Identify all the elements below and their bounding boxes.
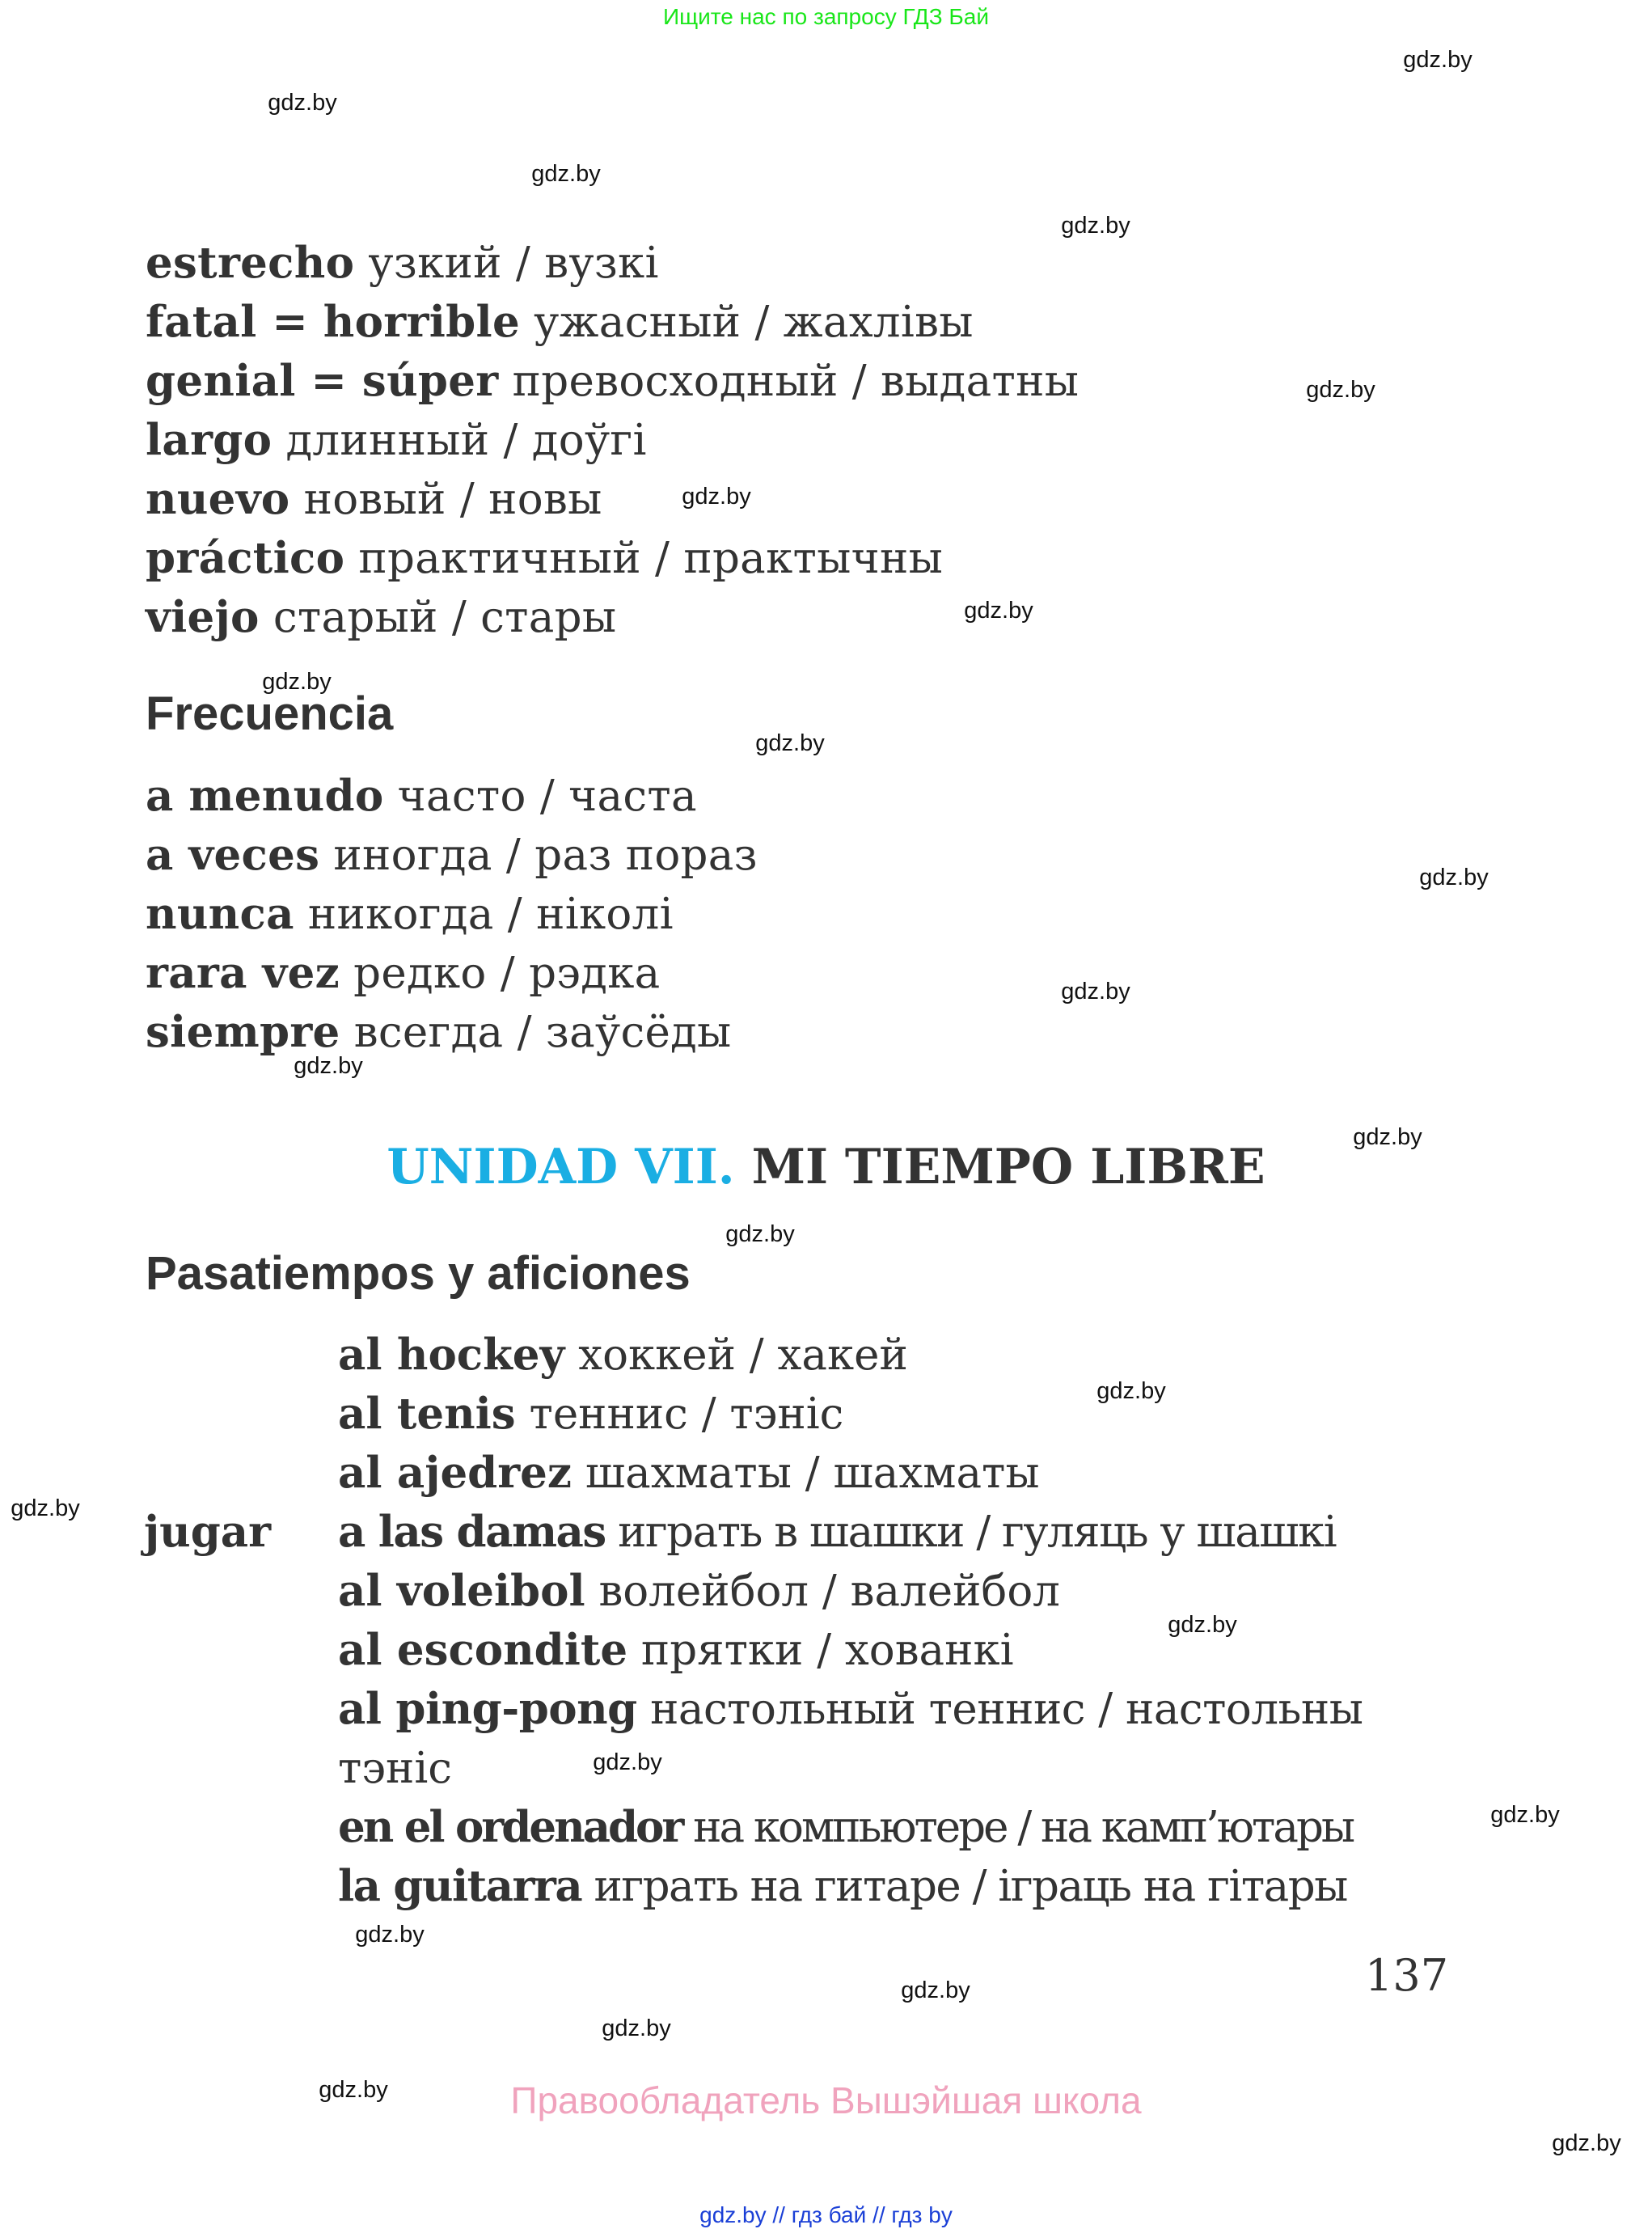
vocab-entry: [338, 1326, 908, 1385]
top-banner: Ищите нас по запросу ГДЗ Бай: [662, 4, 990, 29]
watermark: gdz.by: [294, 1053, 363, 1079]
translation: шахматы / шахматы: [585, 1449, 1040, 1498]
vocab-entry: [146, 470, 602, 529]
vocab-entry: [338, 1562, 1060, 1621]
spanish-term: largo: [146, 415, 273, 465]
translation: ужасный / жахлівы: [534, 298, 974, 347]
vocab-entry: [338, 1798, 1353, 1857]
translation: теннис / тэніс: [529, 1389, 844, 1439]
watermark: gdz.by: [755, 730, 825, 756]
translation: никогда / ніколі: [307, 890, 674, 939]
translation: прятки / хованкі: [640, 1626, 1014, 1675]
translation: часто / часта: [397, 772, 697, 821]
watermark: gdz.by: [1419, 865, 1489, 890]
translation: старый / стары: [273, 593, 617, 642]
spanish-term: a las damas: [338, 1507, 606, 1557]
vocab-entry: [146, 1003, 732, 1062]
vocab-entry: [146, 293, 974, 352]
watermark: gdz.by: [593, 1749, 662, 1775]
watermark: gdz.by: [1096, 1378, 1166, 1404]
vocab-entry: [338, 1385, 843, 1444]
vocab-entry-continuation: [338, 1739, 452, 1798]
vocab-entry: [146, 885, 674, 944]
translation: узкий / вузкі: [368, 239, 659, 288]
watermark: gdz.by: [355, 1922, 425, 1948]
spanish-term: nunca: [146, 889, 294, 939]
watermark: gdz.by: [1168, 1612, 1237, 1638]
watermark: gdz.by: [1552, 2130, 1621, 2156]
watermark: gdz.by: [11, 1495, 80, 1521]
spanish-term: al ajedrez: [338, 1448, 572, 1498]
watermark: gdz.by: [531, 161, 601, 187]
spanish-term: al voleibol: [338, 1566, 585, 1616]
watermark: gdz.by: [1061, 213, 1130, 239]
vocab-entry: [338, 1503, 1336, 1562]
watermark: gdz.by: [319, 2077, 388, 2103]
vocab-entry: [338, 1857, 1347, 1916]
watermark: gdz.by: [268, 90, 337, 116]
watermark: gdz.by: [1353, 1124, 1422, 1150]
watermark: gdz.by: [1490, 1802, 1560, 1828]
spanish-term: estrecho: [146, 238, 355, 288]
spanish-term: al tenis: [338, 1389, 516, 1439]
watermark: gdz.by: [1403, 47, 1472, 73]
vocab-entry: [146, 529, 943, 588]
translation: длинный / доўгі: [285, 416, 647, 465]
spanish-term: nuevo: [146, 474, 290, 524]
vocab-entry: [146, 234, 659, 293]
spanish-term: rara vez: [146, 948, 340, 998]
watermark: gdz.by: [602, 2015, 671, 2041]
spanish-term: en el ordenador: [338, 1802, 682, 1852]
unit-title: MI TIEMPO LIBRE: [751, 1139, 1265, 1195]
translation: всегда / заўсёды: [353, 1008, 732, 1057]
translation: превосходный / выдатны: [512, 357, 1080, 406]
spanish-term: fatal = horrible: [146, 297, 520, 347]
translation: новый / новы: [303, 475, 602, 524]
vocab-entry: [146, 767, 697, 826]
vocab-entry: [338, 1680, 1363, 1739]
watermark: gdz.by: [262, 669, 332, 695]
spanish-term: al ping-pong: [338, 1684, 637, 1734]
translation: на компьютере / на камп’ютары: [693, 1803, 1354, 1852]
vocab-entry: [146, 944, 661, 1003]
section-heading-pasatiempos: Pasatiempos y aficiones: [146, 1247, 691, 1300]
watermark: gdz.by: [682, 484, 751, 510]
spanish-term: al escondite: [338, 1625, 628, 1675]
spanish-term: viejo: [146, 592, 260, 642]
translation: хоккей / хакей: [578, 1330, 908, 1380]
translation: волейбол / валейбол: [598, 1567, 1060, 1616]
vocab-entry: [338, 1444, 1040, 1503]
section-heading-frecuencia: Frecuencia: [146, 687, 394, 740]
rights-holder-notice: Правообладатель Вышэйшая школа: [510, 2079, 1142, 2121]
watermark: gdz.by: [901, 1977, 970, 2003]
translation: играть в шашки / гуляць у шашкі: [618, 1508, 1337, 1557]
spanish-term: genial = súper: [146, 356, 499, 406]
translation: практичный / практычны: [358, 534, 944, 583]
translation: редко / рэдка: [353, 949, 661, 998]
verb-jugar: jugar: [144, 1507, 272, 1557]
spanish-term: a menudo: [146, 771, 384, 821]
watermark: gdz.by: [1306, 377, 1375, 403]
spanish-term: la guitarra: [338, 1861, 582, 1911]
spanish-term: práctico: [146, 533, 345, 583]
vocab-entry: [146, 826, 758, 885]
watermark: gdz.by: [964, 598, 1033, 624]
vocab-entry: [146, 352, 1079, 411]
translation: иногда / раз пораз: [333, 831, 758, 880]
spanish-term: al hockey: [338, 1330, 565, 1380]
spanish-term: a veces: [146, 830, 320, 880]
translation: настольный теннис / настольны: [650, 1685, 1363, 1734]
translation: играть на гитаре / іграць на гітары: [594, 1862, 1347, 1911]
page-number: 137: [1365, 1950, 1449, 2001]
footer-links: gdz.by // гдз бай // гдз by: [699, 2202, 953, 2227]
vocab-entry: [146, 411, 647, 470]
unit-number: UNIDAD VII.: [387, 1139, 735, 1195]
spanish-term: siempre: [146, 1007, 340, 1057]
vocab-entry: [146, 588, 616, 647]
watermark: gdz.by: [1061, 979, 1130, 1005]
vocab-entry: [338, 1621, 1014, 1680]
watermark: gdz.by: [725, 1221, 795, 1247]
translation: тэніс: [338, 1744, 452, 1793]
